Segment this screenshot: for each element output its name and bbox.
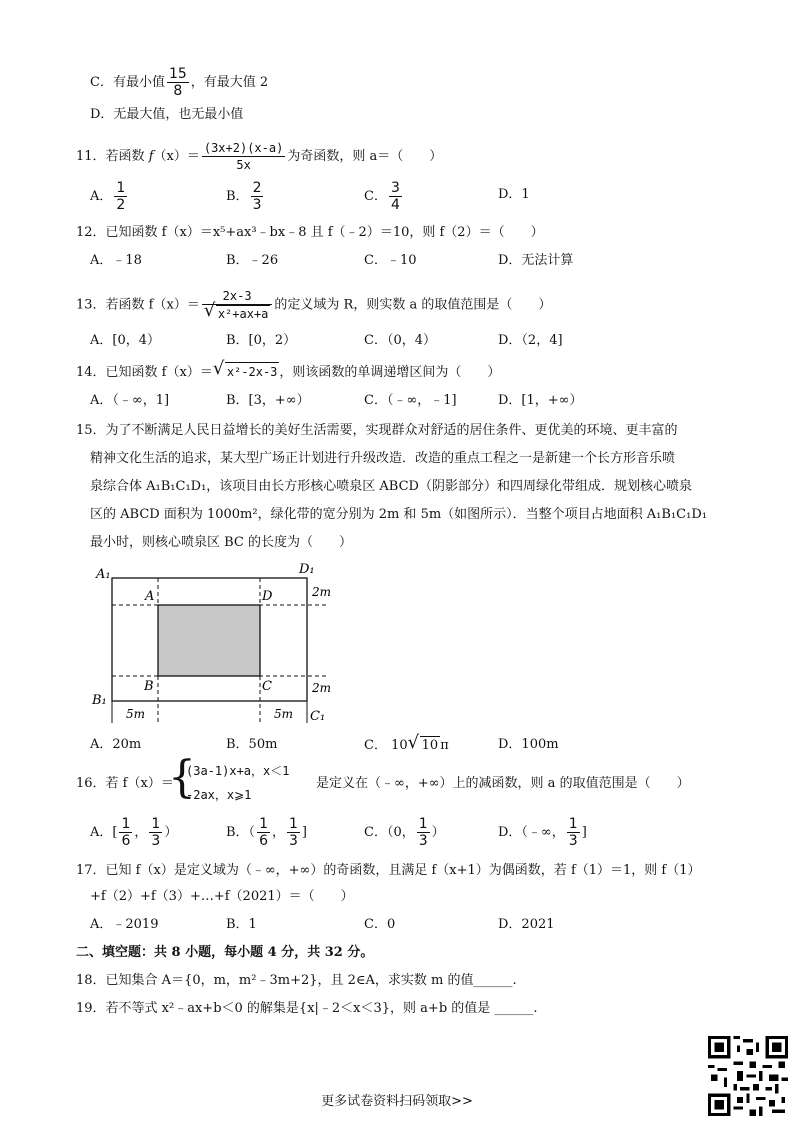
q13-option-c: C．（0，4） bbox=[364, 333, 436, 348]
label-A: A bbox=[145, 589, 155, 604]
q10-option-d: D．无最大值，也无最小值 bbox=[90, 107, 244, 122]
label-D: D bbox=[262, 589, 273, 604]
q10-option-c bbox=[90, 66, 268, 99]
q13-option-b: B．[0，2） bbox=[226, 333, 297, 348]
footer-text[interactable]: 更多试卷资料扫码领取>> bbox=[321, 1094, 473, 1109]
q14-option-a: A．（﹣∞，1] bbox=[90, 393, 170, 408]
q12-option-a: A．﹣18 bbox=[90, 253, 142, 268]
q10-c-text: C．有最小值 bbox=[90, 75, 165, 90]
q17-option-d: D．2021 bbox=[498, 917, 555, 932]
label-B1: B₁ bbox=[92, 693, 107, 708]
width-bottom: 2m bbox=[312, 681, 332, 695]
q12-option-b: B．﹣26 bbox=[226, 253, 279, 268]
q13-radical: √ x²+ax+a bbox=[203, 300, 269, 321]
q14-option-d: D．[1，+∞） bbox=[498, 393, 583, 408]
q14-option-c: C．（﹣∞，﹣1] bbox=[364, 393, 457, 408]
q15-line-4: 区的 ABCD 面积为 1000m²，绿化带的宽分别为 2m 和 5m（如图所示）．当整个项目占地面积 A₁B₁C₁D₁ bbox=[90, 507, 707, 522]
q16-case-1: (3a-1)x+a，x＜1 bbox=[186, 764, 290, 778]
q12-option-c: C．﹣10 bbox=[364, 253, 417, 268]
q17-line-1: 17．已知 f（x）是定义域为（﹣∞，+∞）的奇函数，且满足 f（x+1）为偶函数，若 f（1）＝1，则 f（1） bbox=[76, 863, 701, 878]
q17-option-a: A．﹣2019 bbox=[90, 917, 159, 932]
label-B: B bbox=[144, 679, 154, 694]
q16-option-b: B．（ $\frac{1}{6}$ ， $\frac{1}{3}$ ] bbox=[226, 816, 307, 849]
q12-stem: 12．已知函数 f（x）＝x⁵+ax³﹣bx﹣8 且 f（﹣2）＝10，则 f（2）＝（ ） bbox=[76, 225, 544, 240]
q13-fraction: 2x-3 √ x²+ax+a bbox=[202, 288, 273, 322]
q16-option-c: C．（0， $\frac{1}{3}$ ） bbox=[364, 816, 445, 849]
q15-line-5: 最小时，则核心喷泉区 BC 的长度为（ ） bbox=[90, 535, 353, 550]
q17-option-b: B．1 bbox=[226, 917, 257, 932]
q16-brace: { bbox=[168, 752, 196, 803]
q15-line-1: 15．为了不断满足人民日益增长的美好生活需要，实现群众对舒适的居住条件、更优美的环境、更丰富的 bbox=[76, 423, 678, 438]
q15-figure bbox=[90, 558, 340, 728]
q15-line-2: 精神文化生活的追求，某大型广场正计划进行升级改造．改造的重点工程之一是新建一个长方形音乐喷 bbox=[90, 451, 676, 466]
q17-option-c: C．0 bbox=[364, 917, 396, 932]
q11-option-a: A． $\frac{1}{2}$ bbox=[90, 180, 126, 213]
q13-option-d: D．（2，4] bbox=[498, 333, 563, 348]
label-C1: C₁ bbox=[310, 709, 326, 724]
core-fountain bbox=[158, 605, 260, 676]
width-left: 5m bbox=[126, 707, 146, 721]
q11-option-c: C． $\frac{3}{4}$ bbox=[364, 180, 400, 213]
label-D1: D₁ bbox=[299, 562, 315, 577]
q14-stem: 14．已知函数 f（x）＝ √ x²-2x-3 ，则该函数的单调递增区间为（ ） bbox=[76, 358, 501, 380]
q10-c-tail: ，有最大值 2 bbox=[190, 75, 269, 90]
q16-case-2: -2ax，x⩾1 bbox=[186, 788, 252, 802]
q15-line-3: 泉综合体 A₁B₁C₁D₁，该项目由长方形核心喷泉区 ABCD（阴影部分）和四周绿化带组成．规划核心喷泉 bbox=[90, 479, 692, 494]
width-top: 2m bbox=[312, 585, 332, 599]
q18-stem: 18．已知集合 A＝{0，m，m²﹣3m+2}，且 2∈A，求实数 m 的值______. bbox=[76, 973, 517, 988]
width-right: 5m bbox=[274, 707, 294, 721]
q15-option-b: B．50m bbox=[226, 737, 278, 752]
q15-option-a: A．20m bbox=[90, 737, 142, 752]
q11-option-b: B． $\frac{2}{3}$ bbox=[226, 180, 262, 213]
q11-option-d: D．1 bbox=[498, 187, 530, 202]
q13-stem: 13．若函数 f（x）＝ 2x-3 √ x²+ax+a 的定义域为 R，则实数 a 的取值范围是（ ） bbox=[76, 289, 552, 321]
section-2-heading: 二、填空题：共 8 小题，每小题 4 分，共 32 分。 bbox=[76, 945, 374, 960]
q13-option-a: A．[0，4） bbox=[90, 333, 161, 348]
q16-stem-pre: 16．若 f（x）＝ bbox=[76, 776, 174, 791]
q12-option-d: D．无法计算 bbox=[498, 253, 574, 268]
q10-c-fraction: $\frac{15}{8}$ bbox=[168, 66, 187, 99]
q16-option-d: D．（﹣∞， $\frac{1}{3}$ ] bbox=[498, 816, 587, 849]
q14-radical: √ x²-2x-3 bbox=[212, 358, 278, 379]
q14-option-b: B．[3，+∞） bbox=[226, 393, 310, 408]
q11-stem: 11．若函数 f（x）＝ $\frac{(3x+2)(x-a)}{5x}$ 为奇函数，则 a＝（ ） bbox=[76, 141, 443, 172]
q11-fraction: $\frac{(3x+2)(x-a)}{5x}$ bbox=[203, 141, 284, 172]
q15-option-d: D．100m bbox=[498, 737, 559, 752]
q16-option-a: A．[ $\frac{1}{6}$ ， $\frac{1}{3}$ ） bbox=[90, 816, 178, 849]
q16-stem-post: 是定义在（﹣∞，+∞）上的减函数，则 a 的取值范围是（ ） bbox=[316, 776, 690, 791]
label-C: C bbox=[262, 679, 272, 694]
q19-stem: 19．若不等式 x²﹣ax+b＜0 的解集是{x|﹣2＜x＜3}，则 a+b 的值是 ______. bbox=[76, 1001, 538, 1016]
q15-option-c: C． 10 √ 10 π bbox=[364, 732, 449, 753]
label-A1: A₁ bbox=[96, 567, 111, 582]
q17-line-2: +f（2）+f（3）+…+f（2021）＝（ ） bbox=[90, 889, 354, 904]
